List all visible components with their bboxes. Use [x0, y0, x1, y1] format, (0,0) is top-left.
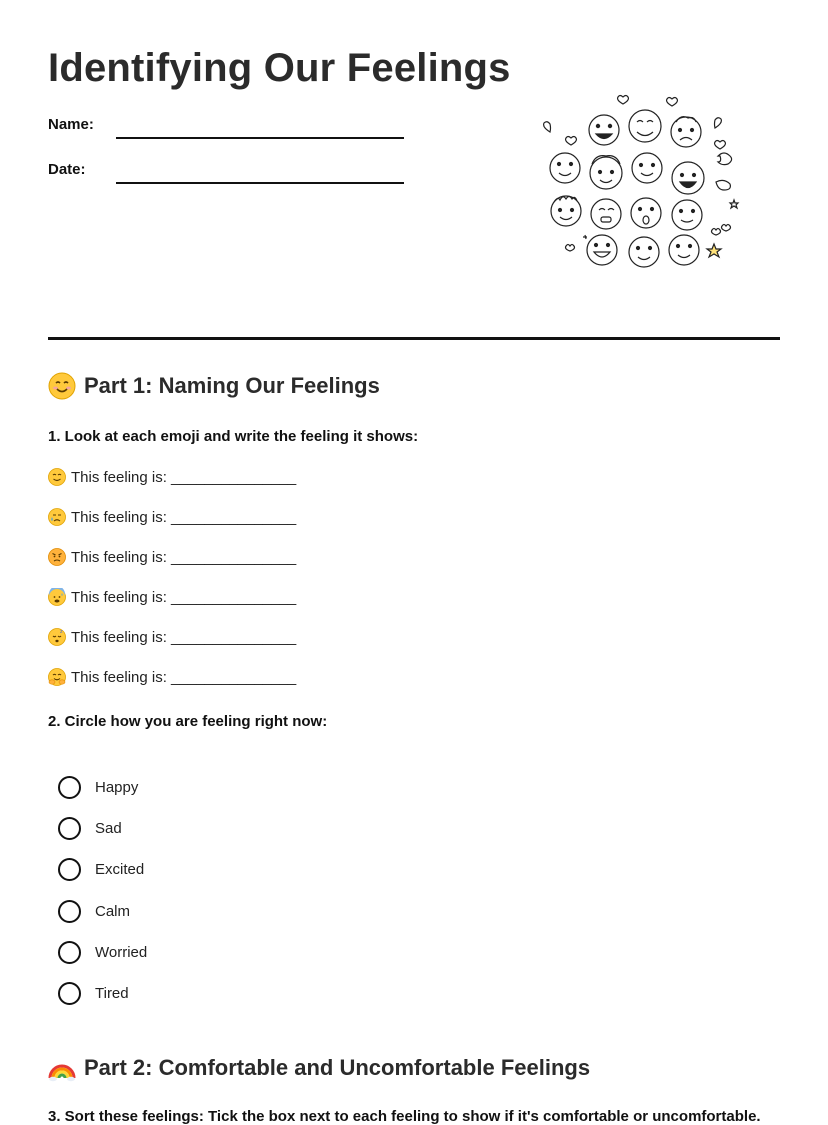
- feeling-row: [48, 468, 296, 486]
- question-3: 3. Sort these feelings: Tick the box next to each feeling to show if it's comfortable or uncomfortable.: [48, 1108, 761, 1125]
- choice-worried[interactable]: [58, 941, 147, 964]
- choice-label: Tired: [95, 985, 129, 1002]
- feeling-prompt[interactable]: This feeling is: _______________: [71, 668, 297, 686]
- emoji-faces-illustration: [538, 90, 744, 272]
- heart-icon: [667, 98, 678, 107]
- face-icon: [550, 153, 580, 183]
- choice-label: Worried: [95, 944, 148, 961]
- part2-heading: [48, 1054, 590, 1082]
- part2-heading-text: Part 2: Comfortable and Uncomfortable Feelings: [84, 1055, 591, 1080]
- heart-icon: [566, 137, 577, 146]
- section-divider: [48, 337, 780, 340]
- heart-icon: [566, 245, 575, 252]
- smiling-face-icon: [48, 372, 76, 400]
- heart-icon: [715, 118, 722, 128]
- choice-label: Happy: [95, 779, 139, 796]
- date-label: Date:: [48, 161, 86, 178]
- heart-icon: [722, 225, 731, 232]
- face-icon: [631, 198, 661, 228]
- feeling-row: [48, 548, 296, 566]
- sleeping-face-icon: [48, 628, 66, 646]
- feeling-prompt[interactable]: This feeling is: _______________: [71, 628, 297, 646]
- heart-icon: [712, 229, 721, 236]
- radio-circle[interactable]: [58, 900, 81, 923]
- worksheet-title: Identifying Our Feelings: [48, 46, 511, 90]
- svg-text:z: z: [60, 629, 63, 635]
- name-label: Name:: [48, 116, 94, 133]
- face-icon: [671, 117, 701, 147]
- sparkle-icon: [583, 235, 587, 239]
- face-icon: [672, 200, 702, 230]
- choice-label: Excited: [95, 861, 145, 878]
- date-write-line[interactable]: [116, 182, 404, 184]
- face-icon: [632, 153, 662, 183]
- heart-icon: [715, 141, 726, 150]
- face-icon: [551, 196, 581, 226]
- face-icon: [672, 162, 704, 194]
- heart-icon: [618, 96, 629, 105]
- face-icon: [591, 199, 621, 229]
- part1-heading-text: Part 1: Naming Our Feelings: [84, 373, 380, 398]
- feeling-row: [48, 588, 296, 606]
- angry-face-icon: [48, 548, 66, 566]
- radio-circle[interactable]: [58, 982, 81, 1005]
- star-icon: [730, 200, 738, 208]
- choice-sad[interactable]: [58, 817, 122, 840]
- feeling-row: [48, 508, 296, 526]
- crying-face-icon: [48, 508, 66, 526]
- face-icon: [669, 235, 699, 265]
- face-icon: [589, 115, 619, 145]
- choice-label: Sad: [95, 820, 122, 837]
- choice-tired[interactable]: [58, 982, 129, 1005]
- feeling-prompt[interactable]: This feeling is: _______________: [71, 508, 297, 526]
- face-icon: [590, 156, 622, 189]
- name-write-line[interactable]: [116, 137, 404, 139]
- bird-icon: [716, 180, 730, 190]
- radio-circle[interactable]: [58, 941, 81, 964]
- feeling-prompt[interactable]: This feeling is: _______________: [71, 468, 297, 486]
- anxious-sweat-face-icon: [48, 588, 66, 606]
- choice-happy[interactable]: [58, 776, 138, 799]
- star-icon: [707, 244, 721, 257]
- heart-icon: [544, 122, 551, 132]
- radio-circle[interactable]: [58, 817, 81, 840]
- bird-icon: [718, 153, 732, 165]
- rainbow-icon: [48, 1054, 76, 1082]
- question-1: 1. Look at each emoji and write the feeling it shows:: [48, 428, 419, 445]
- name-field: [48, 116, 94, 133]
- date-field: [48, 161, 86, 178]
- radio-circle[interactable]: [58, 776, 81, 799]
- face-icon: [629, 110, 661, 142]
- feeling-prompt[interactable]: This feeling is: _______________: [71, 548, 297, 566]
- question-2: 2. Circle how you are feeling right now:: [48, 713, 328, 730]
- smiling-face-icon: [48, 468, 66, 486]
- choice-calm[interactable]: [58, 900, 130, 923]
- face-icon: [587, 235, 617, 265]
- feeling-prompt[interactable]: This feeling is: _______________: [71, 588, 297, 606]
- part1-heading: [48, 372, 380, 400]
- radio-circle[interactable]: [58, 858, 81, 881]
- choice-label: Calm: [95, 903, 131, 920]
- feeling-row: [48, 668, 296, 686]
- choice-excited[interactable]: [58, 858, 144, 881]
- hugging-face-icon: [48, 668, 66, 686]
- face-icon: [629, 237, 659, 267]
- feeling-row: [48, 628, 296, 646]
